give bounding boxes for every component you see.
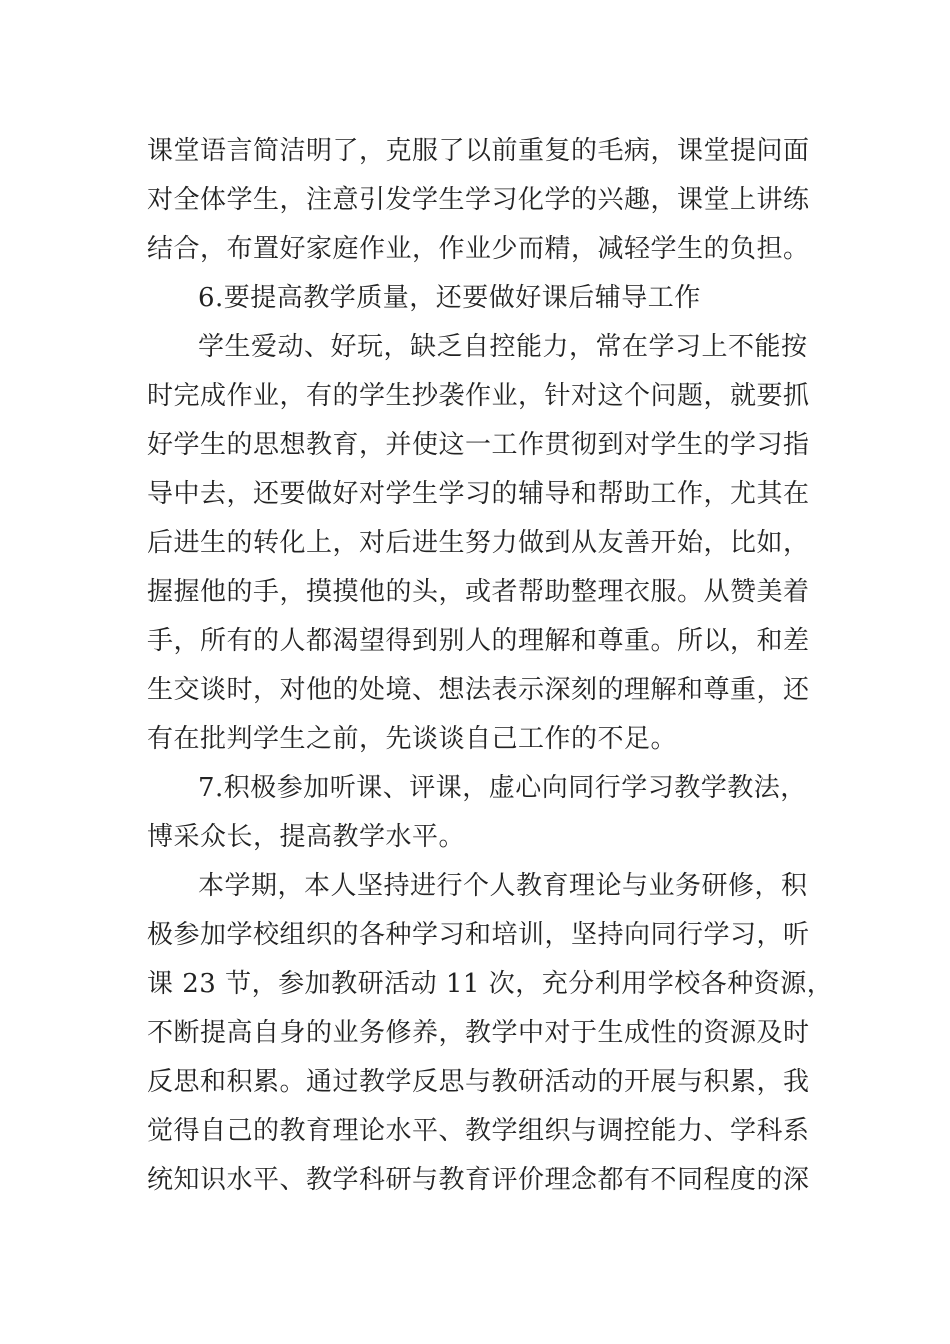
text-line: 对全体学生，注意引发学生学习化学的兴趣，课堂上讲练 — [147, 185, 810, 215]
paragraph-first-line: 本学期，本人坚持进行个人教育理论与业务研修，积 — [198, 871, 808, 901]
text-line: 统知识水平、教学科研与教育评价理念都有不同程度的深 — [147, 1165, 810, 1195]
paragraph-first-line: 学生爱动、好玩，缺乏自控能力，常在学习上不能按 — [198, 332, 808, 362]
text-line: 好学生的思想教育，并使这一工作贯彻到对学生的学习指 — [147, 430, 810, 460]
text-line: 觉得自己的教育理论水平、教学组织与调控能力、学科系 — [147, 1116, 810, 1146]
text-line: 后进生的转化上，对后进生努力做到从友善开始，比如， — [147, 528, 810, 558]
text-line: 导中去，还要做好对学生学习的辅导和帮助工作，尤其在 — [147, 479, 810, 509]
text-line: 课 23 节，参加教研活动 11 次，充分利用学校各种资源， — [147, 969, 834, 999]
section-heading: 7.积极参加听课、评课，虚心向同行学习教学教法， — [198, 773, 807, 803]
text-line: 有在批判学生之前，先谈谈自己工作的不足。 — [147, 724, 678, 754]
text-line: 博采众长，提高教学水平。 — [147, 822, 466, 852]
text-line: 生交谈时，对他的处境、想法表示深刻的理解和尊重，还 — [147, 675, 810, 705]
text-line: 极参加学校组织的各种学习和培训，坚持向同行学习，听 — [147, 920, 810, 950]
text-line: 手，所有的人都渴望得到别人的理解和尊重。所以，和差 — [147, 626, 810, 656]
text-line: 时完成作业，有的学生抄袭作业，针对这个问题，就要抓 — [147, 381, 810, 411]
text-line: 反思和积累。通过教学反思与教研活动的开展与积累，我 — [147, 1067, 810, 1097]
text-line: 结合，布置好家庭作业，作业少而精，减轻学生的负担。 — [147, 234, 810, 264]
text-line: 不断提高自身的业务修养，教学中对于生成性的资源及时 — [147, 1018, 810, 1048]
text-line: 握握他的手，摸摸他的头，或者帮助整理衣服。从赞美着 — [147, 577, 810, 607]
text-line: 课堂语言简洁明了，克服了以前重复的毛病，课堂提问面 — [147, 136, 810, 166]
section-heading: 6.要提高教学质量，还要做好课后辅导工作 — [198, 283, 701, 313]
